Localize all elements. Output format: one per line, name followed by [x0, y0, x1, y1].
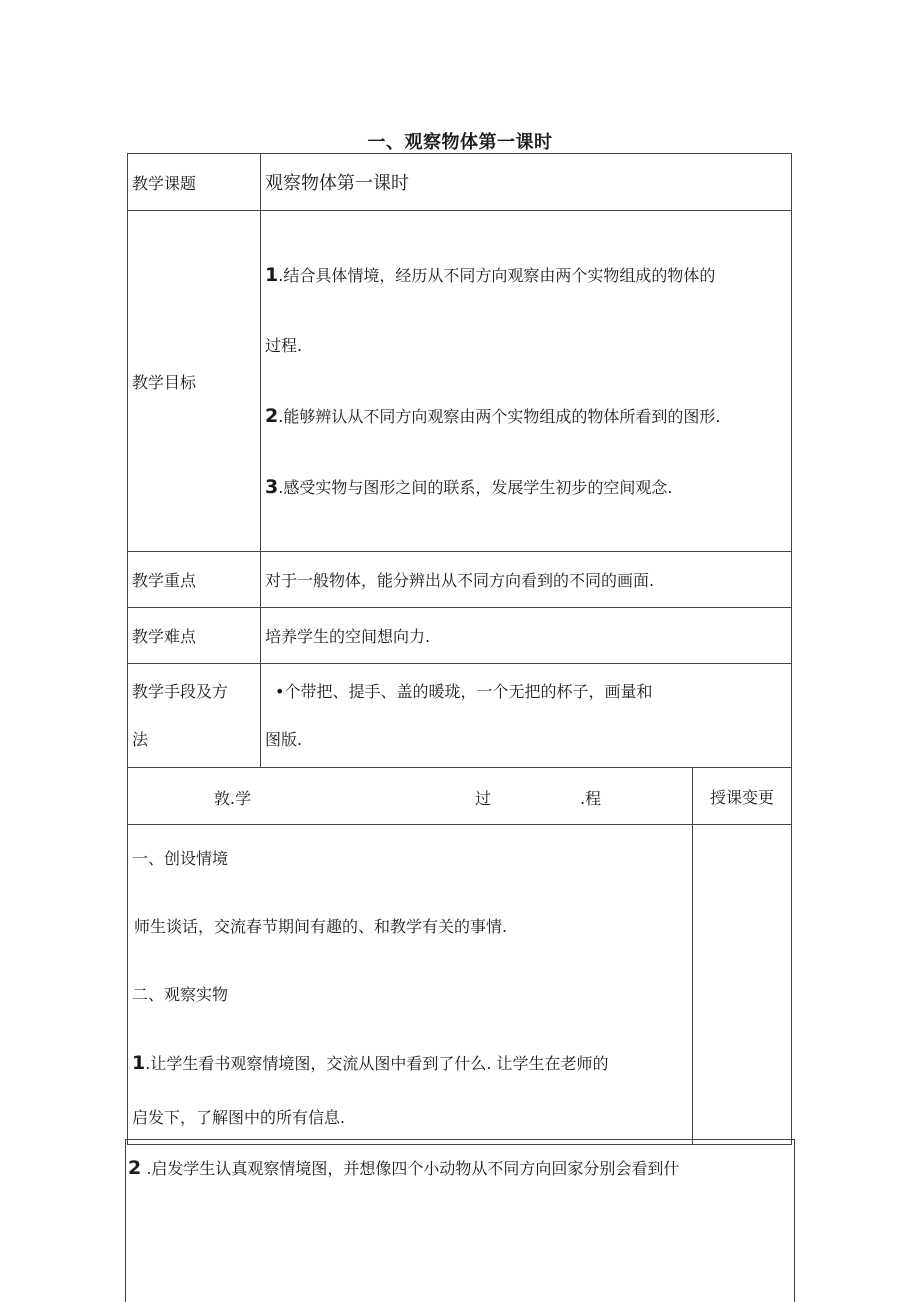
- topic-row: [128, 154, 792, 211]
- process-header: 敦.学 过 .程: [128, 768, 693, 825]
- topic-value: 观察物体第一课时: [261, 154, 792, 211]
- process-table: [127, 767, 792, 1145]
- difficulty-value: 培养学生的空间想向力.: [261, 608, 792, 664]
- difficulty-label: 教学难点: [128, 608, 261, 664]
- objective-3: 3.感受实物与图形之间的联系，发展学生初步的空间观念.: [265, 475, 673, 498]
- methods-row: [128, 664, 792, 768]
- topic-label: 教学课题: [128, 154, 261, 211]
- objectives-label: 教学目标: [128, 211, 261, 552]
- change-header: 授课变更: [693, 768, 792, 825]
- item-1-cont: 启发下，了解图中的所有信息.: [132, 1108, 346, 1127]
- methods-label: 教学手段及方 法: [128, 664, 261, 768]
- objective-2: 2.能够辨认从不同方向观察由两个实物组成的物体所看到的图形.: [265, 404, 721, 427]
- key-value: 对于一般物体，能分辨出从不同方向看到的不同的画面.: [261, 552, 792, 608]
- objective-1: 1.结合具体情境，经历从不同方向观察由两个实物组成的物体的: [265, 263, 716, 286]
- section-2-heading: 二、观察实物: [132, 985, 229, 1004]
- key-label: 教学重点: [128, 552, 261, 608]
- objectives-value: [261, 211, 792, 552]
- objectives-row: [128, 211, 792, 552]
- page-title: 一、观察物体第一课时: [367, 132, 553, 153]
- process-header-row: [128, 768, 792, 825]
- process-continuation: [125, 1139, 795, 1302]
- difficulty-row: [128, 608, 792, 664]
- item-1: 1.让学生看书观察情境图，交流从图中看到了什么. 让学生在老师的: [132, 1052, 609, 1074]
- lesson-info-table: [127, 153, 792, 768]
- process-content: [128, 825, 693, 1145]
- process-body-row: [128, 825, 792, 1145]
- methods-value: •个带把、提手、盖的暖珑，一个无把的杯子，画量和 图版.: [261, 664, 792, 768]
- item-2: 2 .启发学生认真观察情境图，并想像四个小动物从不同方向回家分别会看到什: [128, 1157, 680, 1179]
- section-1-text: 师生谈话，交流春节期间有趣的、和教学有关的事情.: [134, 917, 508, 936]
- key-row: [128, 552, 792, 608]
- change-column: [693, 825, 792, 1145]
- section-1-heading: 一、创设情境: [132, 849, 229, 868]
- objective-1-cont: 过程.: [265, 335, 303, 355]
